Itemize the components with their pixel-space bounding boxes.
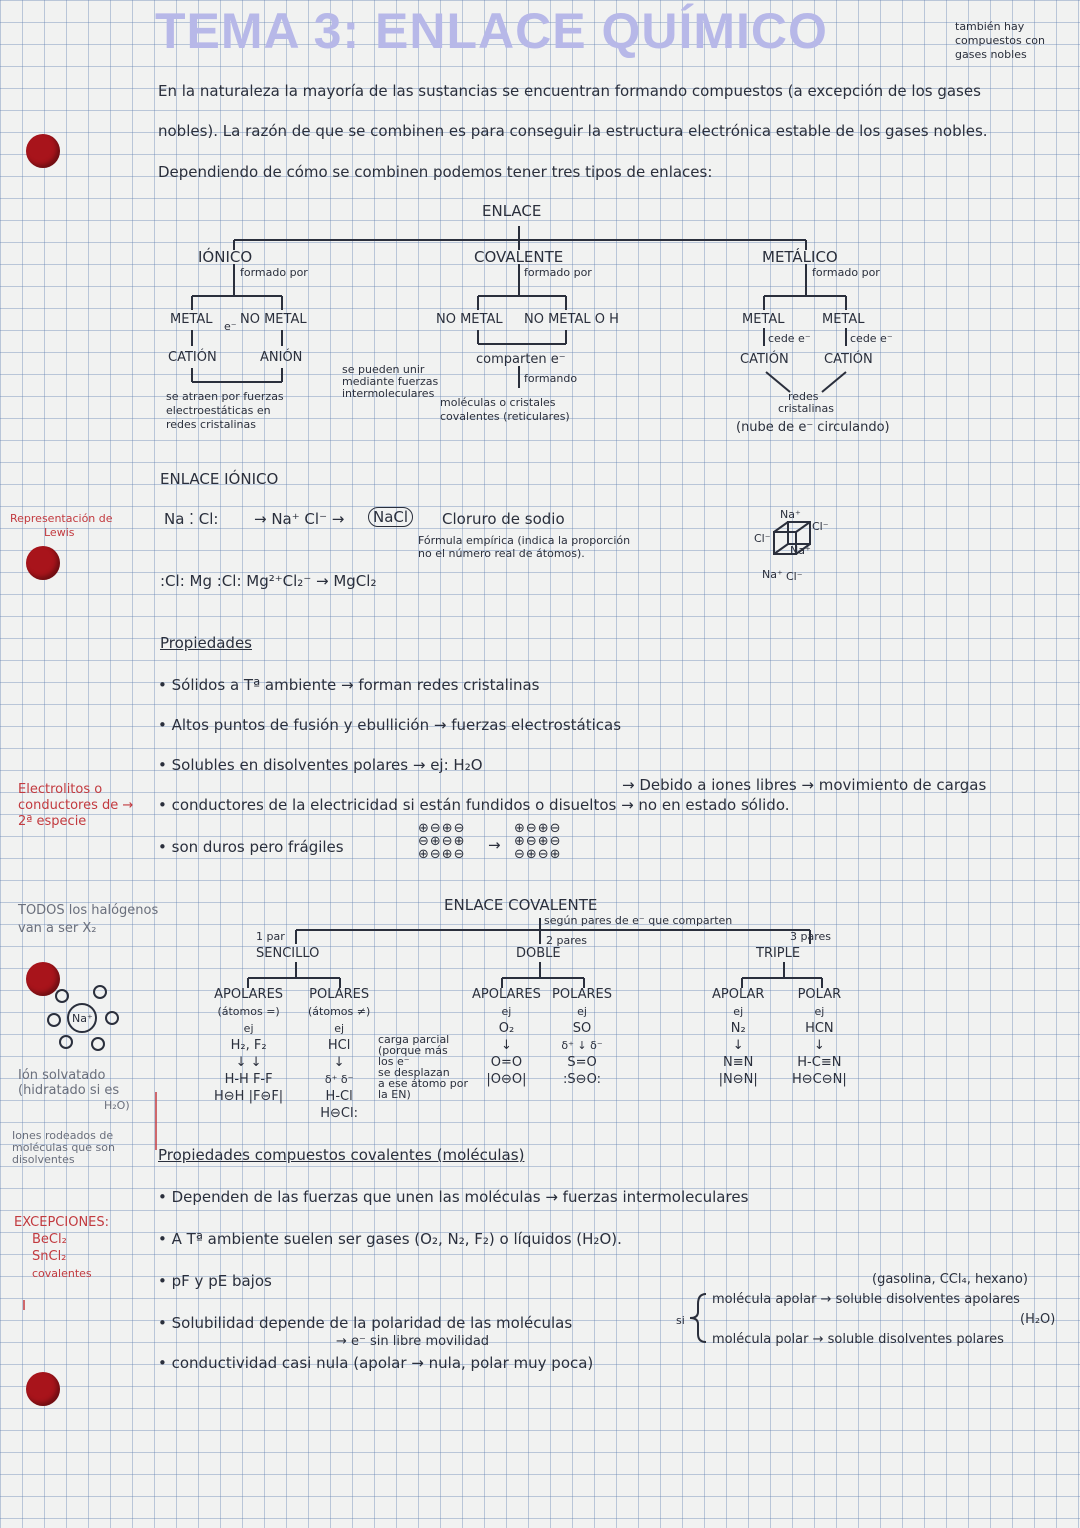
cov-cell: H₂, F₂	[230, 1038, 267, 1053]
covalente-formado: formado por	[524, 266, 592, 279]
formula-note-line: Fórmula empírica (indica la proporción	[418, 534, 631, 547]
margin-excepciones-line: SnCl₂	[32, 1249, 67, 1264]
cov-cell: ↓	[813, 1038, 825, 1053]
cov-cell: H⊖C⊖N|	[792, 1072, 847, 1087]
cov-cell: HCl	[327, 1038, 351, 1053]
margin-halogenos	[18, 902, 158, 938]
prop-ionico-item: • son duros pero frágiles	[158, 838, 344, 856]
prop-ionico-item: • Solubles en disolventes polares → ej: H₂O	[158, 756, 483, 774]
metalico-metal-right: METAL	[822, 312, 865, 327]
carga-note-line: carga parcial	[378, 1033, 450, 1046]
cov-cell: POLARES	[552, 987, 613, 1002]
covalente-label: COVALENTE	[474, 248, 564, 266]
cov-cell: δ⁺ δ⁻	[324, 1073, 354, 1086]
cov-cell: HCN	[805, 1021, 834, 1036]
sencillo-pairs: 1 par	[256, 930, 285, 943]
carga-note-line: a ese átomo por	[378, 1077, 468, 1090]
margin-ion-line: Ión solvatado	[18, 1068, 106, 1083]
crystal-label: Na⁺	[790, 544, 811, 557]
ionico-anion: ANIÓN	[260, 350, 303, 365]
cov-cell: POLARES	[309, 987, 370, 1002]
solubility-apolar: molécula apolar → soluble disolventes apolares	[712, 1292, 1020, 1307]
cov-cell: δ⁺ ↓ δ⁻	[561, 1039, 603, 1052]
cov-cell: H-H F-F	[224, 1072, 273, 1087]
margin-conductores-line: 2ª especie	[18, 814, 87, 829]
margin-excepciones-line: EXCEPCIONES:	[14, 1215, 110, 1230]
prop-covalente-heading: Propiedades compuestos covalentes (moléculas)	[158, 1146, 525, 1164]
intro-line-1: En la naturaleza la mayoría de las sustancias se encuentran formando compuestos (a excepción de los gases	[158, 82, 981, 100]
polares-sencillo	[308, 986, 370, 1122]
shifted-lattice-icon: ⊕⊖⊕⊖ ⊕⊖⊕⊖ ⊖⊕⊖⊕	[514, 821, 562, 862]
metalico-cede-left: cede e⁻	[768, 332, 811, 345]
ionico-electron: e⁻	[224, 320, 237, 333]
polar-triple	[792, 986, 847, 1088]
ionico-heading: ENLACE IÓNICO	[160, 470, 279, 488]
libre-movilidad-note: → e⁻ sin libre movilidad	[336, 1334, 490, 1349]
carga-note-line: se desplazan	[378, 1066, 450, 1079]
cov-cell: |O⊖O|	[486, 1072, 527, 1087]
metalico-metal-left: METAL	[742, 312, 785, 327]
cov-cell: |N⊖N|	[718, 1072, 758, 1087]
margin-halogenos-line: TODOS los halógenos	[18, 903, 159, 918]
covalente-desc-line: moléculas o cristales	[440, 396, 556, 409]
prop-ionico-item: • Sólidos a Tª ambiente → forman redes cristalinas	[158, 676, 540, 694]
lewis-mgcl2: :Cl: Mg :Cl: Mg²⁺Cl₂⁻ → MgCl₂	[160, 572, 377, 590]
cov-cell: (átomos =)	[217, 1005, 280, 1018]
margin-excepciones	[14, 1214, 109, 1282]
triple-label: TRIPLE	[756, 946, 801, 961]
covalente-nometal-h: NO METAL O H	[524, 312, 619, 327]
carga-parcial-note	[378, 1034, 468, 1100]
carga-note-line: los e⁻	[378, 1055, 410, 1068]
cov-cell: ej	[243, 1022, 254, 1035]
formula-note	[418, 534, 630, 560]
gasolina-note: (gasolina, CCl₄, hexano)	[872, 1272, 1028, 1287]
cov-cell: ej	[814, 1005, 825, 1018]
corner-note-line: también hay	[955, 20, 1025, 33]
margin-lewis-line: Representación de	[10, 512, 113, 525]
cov-cell: O=O	[490, 1055, 523, 1070]
prop-covalente-item: • conductividad casi nula (apolar → nula, polar muy poca)	[158, 1354, 593, 1372]
covalente-nometal: NO METAL	[436, 312, 503, 327]
margin-ion-solvatado	[18, 1068, 130, 1113]
covalente-formando: formando	[524, 372, 578, 385]
prop-covalente-item: • Solubilidad depende de la polaridad de las moléculas	[158, 1314, 572, 1332]
prop-covalente-item: • pF y pE bajos	[158, 1272, 272, 1290]
crystal-label: Cl⁻	[786, 570, 803, 583]
lewis-nacl: Na ⁚ Cl:	[164, 510, 219, 528]
crystal-label: Na⁺	[762, 568, 783, 581]
margin-lewis-line: Lewis	[44, 526, 75, 539]
ionico-desc-line: se atraen por fuerzas	[166, 390, 284, 403]
intro-line-2: nobles). La razón de que se combinen es para conseguir la estructura electrónica estable de los gases nobles.	[158, 122, 988, 140]
solubility-polar: molécula polar → soluble disolventes polares	[712, 1332, 1004, 1347]
cov-cell: :S⊖O:	[563, 1072, 601, 1087]
solubility-h2o: (H₂O)	[1020, 1312, 1056, 1327]
margin-ion-line: (hidratado si es	[18, 1083, 120, 1098]
cov-cell: ↓	[732, 1038, 744, 1053]
metalico-desc-3: (nube de e⁻ circulando)	[736, 420, 890, 435]
apolares-sencillo	[214, 986, 283, 1105]
prop-covalente-item: • Dependen de las fuerzas que unen las moléculas → fuerzas intermoleculares	[158, 1188, 748, 1206]
cov-cell: H⊖H |F⊖F|	[214, 1089, 284, 1104]
covalente-comparten: comparten e⁻	[476, 352, 566, 367]
metalico-cation-right: CATIÓN	[824, 352, 873, 367]
cov-cell: ej	[334, 1022, 345, 1035]
solvated-na: Na⁺	[72, 1012, 93, 1025]
cov-cell: ej	[733, 1005, 744, 1018]
intro-line-3: Dependiendo de cómo se combinen podemos tener tres tipos de enlaces:	[158, 163, 713, 181]
doble-pairs: 2 pares	[546, 934, 587, 947]
covalente-desc	[440, 396, 570, 424]
crystal-label: Na⁺	[780, 508, 801, 521]
cov-cell: APOLARES	[214, 987, 284, 1002]
intermolecular-note	[342, 364, 438, 400]
carga-note-line: la EN)	[378, 1088, 411, 1101]
formula-note-line: no el número real de átomos).	[418, 547, 585, 560]
cov-cell: S=O	[567, 1055, 597, 1070]
apolar-triple	[712, 986, 764, 1088]
cov-cell: SO	[572, 1021, 592, 1036]
crystal-label: Cl⁻	[754, 532, 771, 545]
corner-note-line: compuestos con	[955, 34, 1045, 47]
metalico-cation-left: CATIÓN	[740, 352, 789, 367]
lattice-arrow: →	[488, 836, 501, 854]
nacl-name: Cloruro de sodio	[442, 510, 565, 528]
metalico-formado: formado por	[812, 266, 880, 279]
ionico-desc	[166, 390, 284, 432]
polares-doble	[552, 986, 612, 1088]
nacl-formula: NaCl	[368, 507, 413, 527]
cov-cell: O₂	[498, 1021, 515, 1036]
intermolecular-note-line: se pueden unir	[342, 363, 425, 376]
metalico-desc-2: cristalinas	[778, 402, 834, 415]
margin-iones-line: moléculas que son	[12, 1141, 115, 1154]
apolares-doble	[472, 986, 541, 1088]
prop-ionico-item: • Altos puntos de fusión y ebullición → fuerzas electrostáticas	[158, 716, 621, 734]
cov-cell: POLAR	[797, 987, 842, 1002]
si-label: si	[676, 1314, 685, 1327]
doble-label: DOBLE	[516, 946, 561, 961]
cov-cell: H-C≡N	[797, 1055, 842, 1070]
prop-covalente-item: • A Tª ambiente suelen ser gases (O₂, N₂, F₂) o líquidos (H₂O).	[158, 1230, 622, 1248]
covalente-heading: ENLACE COVALENTE	[444, 896, 598, 914]
metalico-cede-right: cede e⁻	[850, 332, 893, 345]
margin-excepciones-line: BeCl₂	[32, 1232, 67, 1247]
covalente-desc-line: covalentes (reticulares)	[440, 410, 570, 423]
cov-cell: N₂	[730, 1021, 746, 1036]
ion-lattice-icon: ⊕⊖⊕⊖ ⊖⊕⊖⊕ ⊕⊖⊕⊖	[418, 821, 466, 862]
margin-excepciones-line: covalentes	[32, 1267, 92, 1280]
margin-iones-line: disolventes	[12, 1153, 75, 1166]
sencillo-label: SENCILLO	[256, 946, 320, 961]
ionico-desc-line: redes cristalinas	[166, 418, 256, 431]
cov-cell: (átomos ≠)	[308, 1005, 371, 1018]
cov-cell: N≡N	[723, 1055, 754, 1070]
ionico-metal: METAL	[170, 312, 213, 327]
cov-cell: ↓	[501, 1038, 512, 1053]
page-title: TEMA 3: ENLACE QUÍMICO	[155, 3, 828, 59]
cov-cell: ↓ ↓	[235, 1055, 262, 1070]
margin-lewis	[10, 512, 113, 540]
conductor-note: → Debido a iones libres → movimiento de cargas	[622, 776, 987, 794]
cov-cell: ej	[577, 1005, 587, 1018]
margin-ion-line: H₂O)	[104, 1099, 130, 1112]
margin-conductores-line: Electrolitos o	[18, 782, 103, 797]
cov-cell: H-Cl	[325, 1089, 353, 1104]
intermolecular-note-line: mediante fuerzas	[342, 375, 439, 388]
covalente-subnote: según pares de e⁻ que comparten	[544, 914, 733, 927]
crystal-label: Cl⁻	[812, 520, 829, 533]
metalico-label: METÁLICO	[762, 248, 838, 266]
cov-cell: APOLARES	[472, 987, 541, 1002]
margin-conductores-line: conductores de →	[18, 798, 134, 813]
cov-cell: APOLAR	[712, 987, 765, 1002]
cov-cell: ej	[501, 1005, 512, 1018]
triple-pairs: 3 pares	[790, 930, 831, 943]
cov-cell: ↓	[333, 1055, 345, 1070]
intermolecular-note-line: intermoleculares	[342, 387, 435, 400]
ionico-cation: CATIÓN	[168, 350, 217, 365]
margin-iones-line: Iones rodeados de	[12, 1129, 114, 1142]
nacl-ions: → Na⁺ Cl⁻ →	[254, 510, 345, 528]
cov-cell: H⊖Cl:	[320, 1106, 358, 1121]
ionico-formado: formado por	[240, 266, 308, 279]
carga-note-line: (porque más	[378, 1044, 448, 1057]
margin-iones	[12, 1130, 115, 1166]
margin-conductores	[18, 782, 133, 830]
ionico-label: IÓNICO	[198, 248, 253, 266]
prop-ionico-item: • conductores de la electricidad si están fundidos o disueltos → no en estado sólido.	[158, 796, 790, 814]
tree-root: ENLACE	[482, 202, 542, 220]
margin-halogenos-line: van a ser X₂	[18, 921, 97, 936]
metalico-desc-1: redes	[788, 390, 819, 403]
ionico-desc-line: electroestáticas en	[166, 404, 271, 417]
corner-note-line: gases nobles	[955, 48, 1027, 61]
propiedades-heading: Propiedades	[160, 634, 252, 652]
ionico-nometal: NO METAL	[240, 312, 307, 327]
